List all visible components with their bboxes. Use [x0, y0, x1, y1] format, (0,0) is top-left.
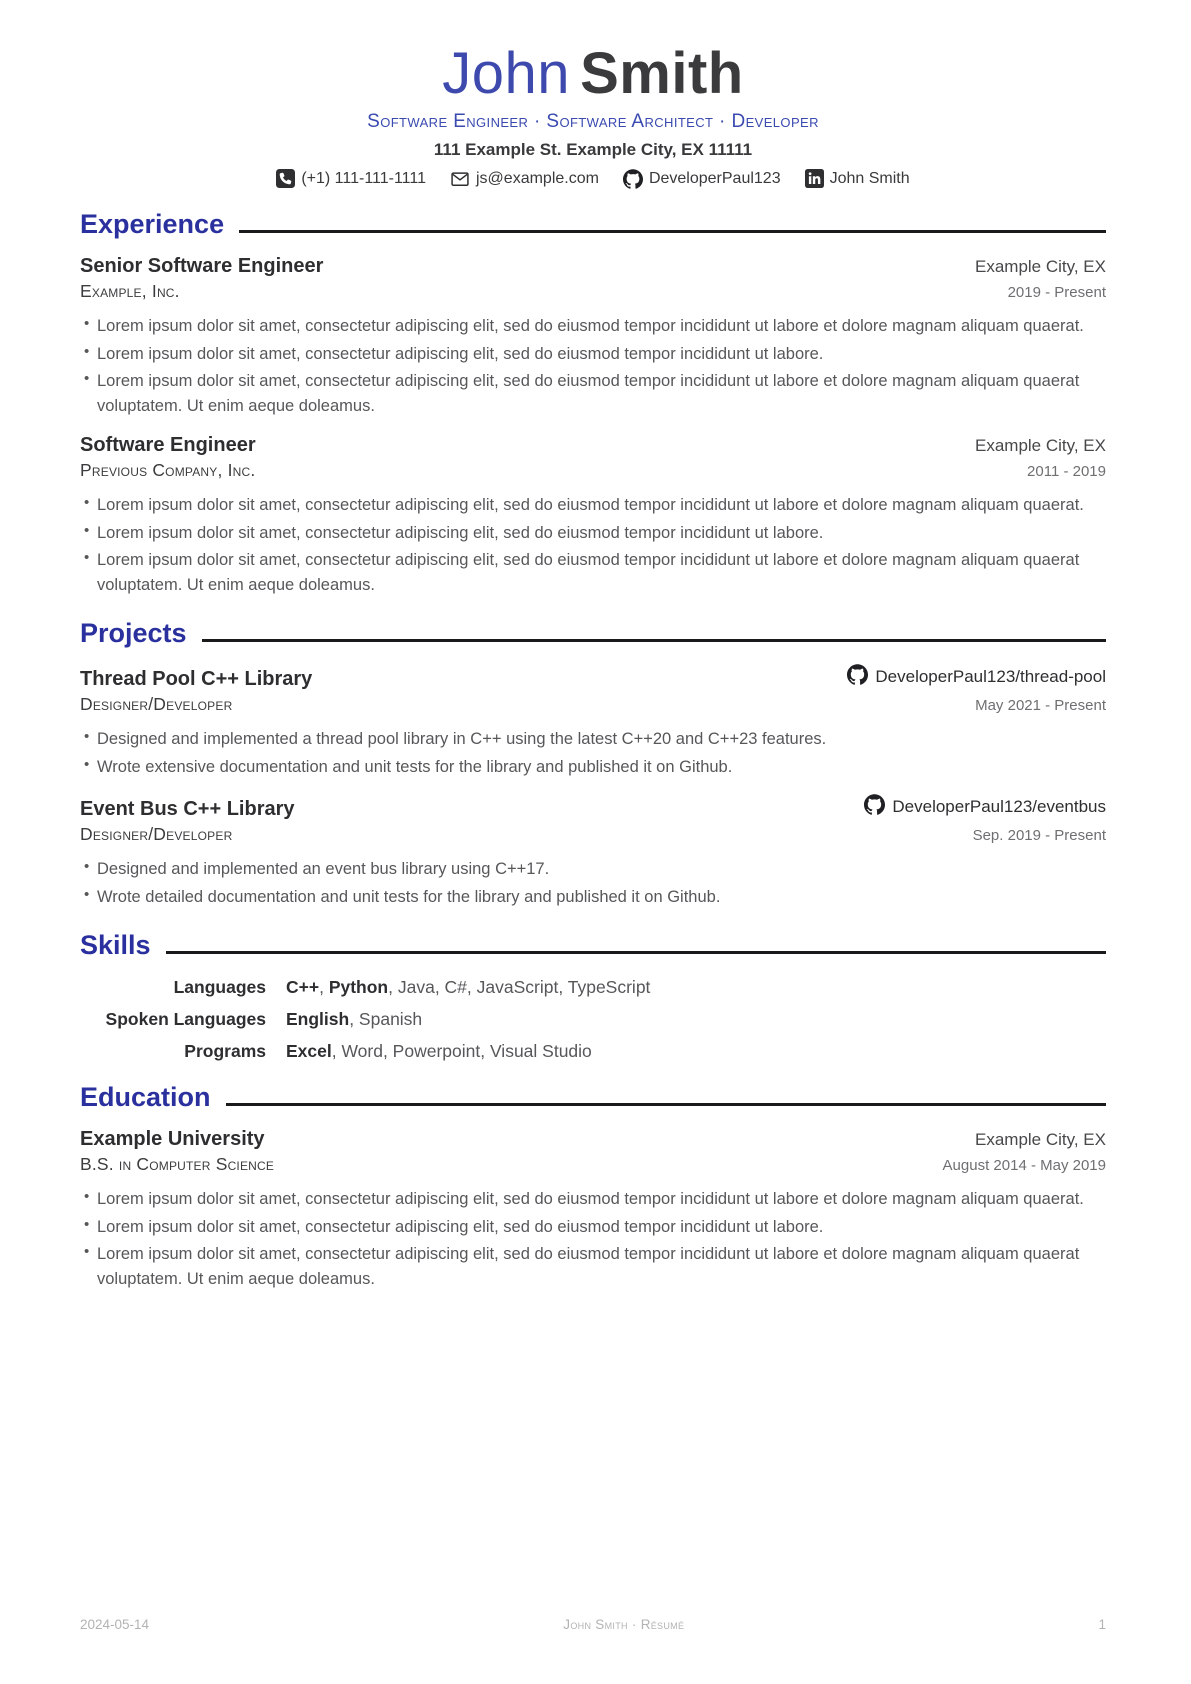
bullet-item: • Lorem ipsum dolor sit amet, consectetur adipiscing elit, sed do eiusmod tempor incididunt ut labore.: [80, 342, 1106, 367]
section-title: Projects: [80, 617, 187, 648]
footer-page-number: 1: [1098, 1617, 1106, 1632]
section-title: Skills: [80, 929, 151, 960]
experience-heading: [80, 209, 1106, 240]
bullet-item: • Lorem ipsum dolor sit amet, consectetur adipiscing elit, sed do eiusmod tempor incididunt ut labore et dolore magnam aliquam quaerat.: [80, 314, 1106, 339]
section-experience: [80, 209, 1106, 598]
bullet-item: • Lorem ipsum dolor sit amet, consectetur adipiscing elit, sed do eiusmod tempor incididunt ut labore et dolore magnam aliquam quaerat.: [80, 493, 1106, 518]
bullet-item: • Lorem ipsum dolor sit amet, consectetur adipiscing elit, sed do eiusmod tempor incididunt ut labore et dolore magnam aliquam quaerat voluptatem. Ut enim aeque doleamus.: [80, 548, 1106, 598]
project-name: Thread Pool C++ Library: [80, 667, 313, 690]
company-name: Example, Inc.: [80, 280, 180, 301]
repo-path: DeveloperPaul123/thread-pool: [875, 666, 1106, 686]
bullet-item: • Designed and implemented an event bus library using C++17.: [80, 857, 1106, 882]
bullet-item: • Lorem ipsum dolor sit amet, consectetur adipiscing elit, sed do eiusmod tempor incididunt ut labore et dolore magnam aliquam quaerat voluptatem. Ut enim aeque doleamus.: [80, 369, 1106, 419]
tagline: Software Engineer · Software Architect · Developer: [367, 110, 819, 132]
skills-heading: [80, 930, 1106, 961]
github-link[interactable]: [623, 169, 781, 189]
section-rule: [226, 1103, 1106, 1106]
section-title: Experience: [80, 208, 225, 239]
email-text: js@example.com: [476, 169, 599, 187]
project-dates: Sep. 2019 - Present: [972, 827, 1106, 845]
job-title: Senior Software Engineer: [80, 254, 324, 277]
linkedin-link[interactable]: [805, 169, 910, 188]
bullet-item: • Lorem ipsum dolor sit amet, consectetur adipiscing elit, sed do eiusmod tempor incididunt ut labore.: [80, 1215, 1106, 1240]
section-education: [80, 1082, 1106, 1292]
skill-label: Programs: [184, 1040, 266, 1061]
page-footer: [80, 1617, 1106, 1632]
bullet-item: • Wrote detailed documentation and unit tests for the library and published it on Github.: [80, 885, 1106, 910]
skill-value: C++, Python, Java, C#, JavaScript, TypeScript: [286, 976, 651, 997]
address-line: 111 Example St. Example City, EX 11111: [433, 139, 753, 159]
job-location: Example City, EX: [974, 256, 1106, 276]
job-title: Software Engineer: [80, 433, 256, 456]
phone-number: (+1) 111-111-1111: [301, 169, 426, 187]
project-bullets: [80, 857, 1106, 910]
skill-label: Languages: [173, 976, 266, 997]
job-bullets: [80, 314, 1106, 419]
education-heading: [80, 1082, 1106, 1113]
project-repo-link[interactable]: [864, 794, 1106, 820]
projects-heading: [80, 618, 1106, 649]
project-role: Designer/Developer: [80, 693, 233, 714]
experience-entry: [80, 434, 1106, 598]
phone-square-icon: [276, 169, 295, 188]
experience-entry: [80, 255, 1106, 419]
skills-table: [80, 977, 1106, 1062]
education-bullets: [80, 1187, 1106, 1292]
degree: B.S. in Computer Science: [80, 1153, 275, 1174]
section-projects: [80, 618, 1106, 910]
skill-label: Spoken Languages: [105, 1008, 266, 1029]
job-location: Example City, EX: [974, 435, 1106, 455]
phone-link[interactable]: [276, 169, 426, 188]
project-dates: May 2021 - Present: [975, 696, 1106, 714]
section-rule: [239, 230, 1106, 233]
project-repo-link[interactable]: [847, 664, 1106, 690]
project-name: Event Bus C++ Library: [80, 798, 295, 821]
job-bullets: [80, 493, 1106, 598]
school-name: Example University: [80, 1127, 265, 1150]
last-name: Smith: [580, 41, 744, 106]
section-rule: [166, 951, 1106, 954]
footer-title: John Smith · Résumé: [563, 1617, 685, 1632]
github-icon: [864, 794, 885, 820]
education-entry: [80, 1128, 1106, 1292]
skill-value: Excel, Word, Powerpoint, Visual Studio: [286, 1040, 592, 1061]
repo-path: DeveloperPaul123/eventbus: [892, 797, 1106, 817]
contact-row: [80, 169, 1106, 189]
job-dates: 2019 - Present: [1007, 283, 1106, 301]
project-entry: [80, 664, 1106, 780]
first-name: John: [442, 41, 571, 106]
linkedin-name: John Smith: [829, 169, 910, 187]
section-title: Education: [80, 1081, 211, 1112]
resume-header: [80, 42, 1106, 189]
project-bullets: [80, 727, 1106, 780]
skill-row: [80, 1009, 1106, 1030]
github-handle: DeveloperPaul123: [648, 169, 781, 187]
linkedin-icon: [805, 169, 824, 188]
footer-date: 2024-05-14: [80, 1617, 150, 1632]
job-dates: 2011 - 2019: [1027, 462, 1106, 480]
education-dates: August 2014 - May 2019: [942, 1156, 1106, 1174]
bullet-item: • Designed and implemented a thread pool library in C++ using the latest C++20 and C++23 features.: [80, 727, 1106, 752]
company-name: Previous Company, Inc.: [80, 459, 256, 480]
envelope-icon: [450, 169, 470, 189]
skill-value: English, Spanish: [286, 1008, 423, 1029]
section-rule: [202, 639, 1106, 642]
skill-row: [80, 977, 1106, 998]
bullet-item: • Lorem ipsum dolor sit amet, consectetur adipiscing elit, sed do eiusmod tempor incididunt ut labore et dolore magnam aliquam quaerat voluptatem. Ut enim aeque doleamus.: [80, 1242, 1106, 1292]
school-location: Example City, EX: [974, 1129, 1106, 1149]
github-icon: [623, 169, 643, 189]
skill-row: [80, 1041, 1106, 1062]
email-link[interactable]: [450, 169, 599, 189]
bullet-item: • Wrote extensive documentation and unit tests for the library and published it on Github.: [80, 755, 1106, 780]
bullet-item: • Lorem ipsum dolor sit amet, consectetur adipiscing elit, sed do eiusmod tempor incididunt ut labore.: [80, 521, 1106, 546]
bullet-item: • Lorem ipsum dolor sit amet, consectetur adipiscing elit, sed do eiusmod tempor incididunt ut labore et dolore magnam aliquam quaerat.: [80, 1187, 1106, 1212]
full-name: [80, 42, 1106, 106]
section-skills: [80, 930, 1106, 1062]
project-role: Designer/Developer: [80, 824, 233, 845]
github-icon: [847, 664, 868, 690]
project-entry: [80, 794, 1106, 910]
